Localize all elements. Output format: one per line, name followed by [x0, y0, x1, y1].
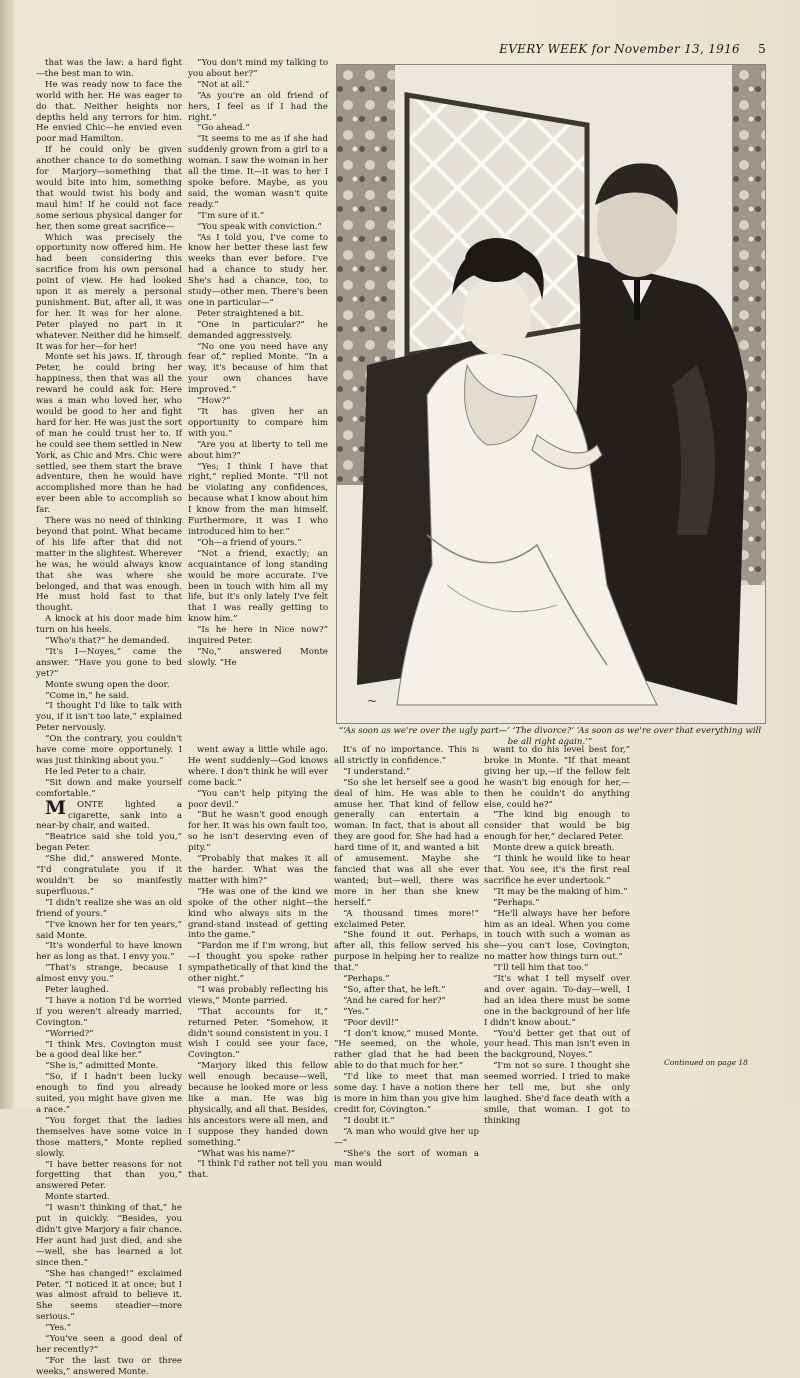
paragraph: “What was his name?” [197, 1148, 296, 1159]
paragraph: “Perhaps.” [493, 897, 540, 908]
paragraph: “You've seen a good deal of her recently?” [36, 1334, 182, 1355]
text-column-1 [36, 58, 182, 1377]
paragraph: “I'm not so sure. I thought she seemed worried. I tried to make her tell me, but she only laughed. She'd face death with a smile, that woman. I got to thinking [484, 1061, 630, 1126]
paragraph: “You don't mind my talking to you about her?” [188, 58, 328, 79]
illustration-drawing [337, 65, 765, 723]
paragraph: that was the law: a hard fight—the best man to win. [36, 58, 182, 79]
paragraph: “As you're an old friend of hers, I feel as if I had the right.” [188, 90, 328, 123]
paragraph: “A man who would give her up—” [334, 1126, 479, 1148]
paragraph: “Sit down and make yourself comfortable.” [36, 777, 182, 799]
paragraph: “I think he would like to hear that. You see, it's the first real sacrifice he ever undertook.” [484, 854, 630, 886]
paragraph: “You'd better get that out of your head. This man isn't even in the background, Noyes.” [484, 1028, 630, 1061]
paragraph: “She did,” answered Monte. “I'd congratulate you if it wouldn't be so manifestly superfluous.” [36, 854, 182, 897]
paragraph: MONTE lighted a cigarette, sank into a near-by chair, and waited. [36, 796, 182, 832]
illustration-caption: “‘As soon as we're over the ugly part—’ ‘The divorce?’ ‘As soon as we're over that everything will be all right again.’” [338, 726, 762, 747]
paragraph: “It's what I tell myself over and over again. To-day—well, I had an idea there must be some one in the background of her life I didn't know about.” [484, 974, 630, 1028]
paragraph: “It has given her an opportunity to compare him with you.” [188, 407, 328, 439]
paragraph: Peter laughed. [45, 985, 109, 996]
paragraph: “That's strange, because I almost envy you.” [36, 963, 182, 985]
paragraph: “Probably that makes it all the harder. What was the matter with him?” [188, 854, 328, 886]
text-column-4 [334, 745, 479, 1170]
paragraph: “So she let herself see a good deal of him. He was able to amuse her. That kind of fellow generally can entertain a woman. In fact, that is about all they are good for. She had had a hard time of it, and wanted a bit of amusement. Maybe she fancied that was all she ever wanted; but—well, there was more in her than she knew herself.” [334, 777, 479, 908]
page-spine-shadow [0, 0, 14, 1109]
paragraph: “Come in,” he said. [45, 690, 130, 701]
page-header [499, 42, 766, 56]
paragraph: “I'll tell him that too.” [493, 963, 589, 974]
paragraph: Monte started. [45, 1192, 110, 1203]
paragraph: “She has changed!” exclaimed Peter. “I noticed it at once; but I was almost afraid to believe it. She seems steadier—more serious.” [36, 1268, 182, 1323]
paragraph: Monte drew a quick breath. [493, 843, 615, 854]
paragraph: “On the contrary, you couldn't have come more opportunely. I was just thinking about you.” [36, 734, 182, 766]
paragraph: “The kind big enough to consider that would be big enough for her,” declared Peter. [484, 810, 630, 843]
paragraph: “Go ahead.” [197, 123, 250, 134]
paragraph: “She is,” admitted Monte. [45, 1061, 159, 1072]
paragraph: “No,” answered Monte slowly. “He [188, 646, 328, 668]
text-column-5 [484, 745, 630, 1126]
text-column-2 [188, 58, 328, 742]
paragraph: “I understand.” [343, 766, 411, 777]
paragraph: “I'd like to meet that man some day. I have a notion there is more in him than you give him credit for, Covington.” [334, 1072, 479, 1115]
paragraph: “I think Mrs. Covington must be a good deal like her.” [36, 1039, 182, 1061]
paragraph: “I have a notion I'd be worried if you weren't already married, Covington.” [36, 995, 182, 1028]
paragraph: “But he wasn't good enough for her. It was his own fault too, so he isn't deserving even of pity.” [188, 810, 328, 854]
story-illustration [336, 64, 766, 724]
paragraph: If he could only be given another chance to do something for Marjory—something that would bite into him, something that would twist his body and maul him! If he could not face some serious physical danger for her, then some great sacrifice— [36, 145, 182, 232]
paragraph: “Yes.” [343, 1006, 370, 1017]
paragraph: “Marjory liked this fellow well enough because—well, because he looked more or less like a man. He was big physically, and all that. Besides, his ancestors were all men, and I suppose they handed down something.” [188, 1061, 328, 1148]
paragraph: He led Peter to a chair. [45, 766, 146, 777]
paragraph: Which was precisely the opportunity now offered him. He had been considering this sacrifice from his own personal point of view. He had looked upon it as merely a personal punishment. But, after all, it was for her. It was for her alone. Peter played no part in it whatever. Neither did he himself. It was for her—for her! [36, 232, 182, 352]
magazine-dateline: EVERY WEEK for November 13, 1916 [499, 42, 740, 56]
paragraph: “I wasn't thinking of that,” he put in quickly. “Besides, you didn't give Marjory a fair chance. Her aunt had just died, and she—well, she has learned a lot since then.” [36, 1203, 182, 1268]
paragraph: “So, if I hadn't been lucky enough to find you already suited, you might have given me a race.” [36, 1072, 182, 1115]
paragraph: “One in particular?” he demanded aggressively. [188, 319, 328, 341]
paragraph: “Beatrice said she told you,” began Peter. [36, 832, 182, 854]
paragraph: “It's wonderful to have known her as long as that. I envy you.” [36, 941, 182, 963]
paragraph: A knock at his door made him turn on his heels. [36, 614, 182, 636]
paragraph: “How?” [197, 396, 231, 407]
paragraph: “You speak with conviction.” [197, 221, 322, 232]
paragraph: “I was probably reflecting his views,” Monte parried. [188, 984, 328, 1006]
paragraph: “Not a friend, exactly; an acquaintance of long standing would be more accurate. I've been in touch with him all my life, but it's only lately I've felt that I was really getting to know him.” [188, 548, 328, 625]
paragraph: “Perhaps.” [343, 974, 390, 985]
paragraph: “That accounts for it,” returned Peter. “Somehow, it didn't sound consistent in you. I wish I could see your face, Covington.” [188, 1006, 328, 1061]
paragraph: “It seems to me as if she had suddenly grown from a girl to a woman. I saw the woman in her all the time. It—it was to her I spoke before. Maybe, as you said, the woman wasn't quite ready.” [188, 134, 328, 210]
paragraph: “She's the sort of woman a man would [334, 1148, 479, 1170]
paragraph: He was ready now to face the world with her. He was eager to do that. Neither heights nor depths held any terrors for him. He envied Chic—he envied even poor mad Hamilton. [36, 79, 182, 145]
paragraph: “Are you at liberty to tell me about him?” [188, 439, 328, 461]
paragraph: “Pardon me if I'm wrong, but—I thought you spoke rather sympathetically of that kind the other night.” [188, 941, 328, 985]
paragraph: “You forget that the ladies themselves have some voice in those matters,” Monte replied slowly. [36, 1115, 182, 1159]
paragraph: “Who's that?” he demanded. [45, 636, 170, 647]
paragraph: Monte swung open the door. [45, 679, 170, 690]
artist-signature: ~ [367, 694, 378, 708]
paragraph: “Oh—a friend of yours.” [197, 537, 302, 548]
paragraph: “Yes; I think I have that right,” replied Monte. “I'll not be violating any confidences, because what I know about him I know from the man himself. Furthermore, it was I who introduced him to her.” [188, 461, 328, 537]
paragraph: “And he cared for her?” [343, 995, 446, 1006]
paragraph: went away a little while ago. He went suddenly—God knows where. I don't think he will ever come back.” [188, 745, 328, 788]
paragraph: “Not at all.” [197, 79, 250, 90]
paragraph: “He'll always have her before him as an ideal. When you come in touch with such a woman as she—you can't lose, Covington, no matter how things turn out.” [484, 908, 630, 963]
paragraph: “As I told you, I've come to know her better these last few weeks than ever before. I've had a chance to study her. She's had a chance, too, to study—other men. There's been one in particular—” [188, 232, 328, 308]
text-column-3 [188, 745, 328, 1181]
paragraph: “I think I'd rather not tell you that. [188, 1159, 328, 1181]
paragraph: “I doubt it.” [343, 1115, 395, 1126]
paragraph: “I'm sure of it.” [197, 210, 265, 221]
paragraph: “He was one of the kind we spoke of the other night—the kind who always sits in the grand-stand instead of getting into the game.” [188, 886, 328, 941]
paragraph: It's of no importance. This is all strictly in confidence.” [334, 745, 479, 766]
paragraph: “A thousand times more!” exclaimed Peter. [334, 908, 479, 930]
paragraph: “I didn't realize she was an old friend of yours.” [36, 897, 182, 919]
paragraph: “Is he here in Nice now?” inquired Peter. [188, 625, 328, 647]
paragraph: “I have better reasons for not forgetting that than you,” answered Peter. [36, 1159, 182, 1192]
paragraph: “For the last two or three weeks,” answered Monte. [36, 1355, 182, 1377]
paragraph: There was no need of thinking beyond that point. What became of his life after that did not matter in the slightest. Wherever he was, he would always know that she was where she belonged, and that was enough. He must hold fast to that thought. [36, 516, 182, 614]
paragraph: “Yes.” [45, 1323, 72, 1334]
paragraph: “Worried?” [45, 1028, 94, 1039]
paragraph: “So, after that, he left.” [343, 984, 446, 995]
paragraph: “She found it out. Perhaps, after all, this fellow served his purpose in helping her to realize that.” [334, 930, 479, 974]
paragraph: want to do his level best for,” broke in Monte. “If that meant giving her up,—if the fellow felt he wasn't big enough for her,—then he couldn't do anything else, could he?” [484, 745, 630, 810]
paragraph: “I thought I'd like to talk with you, if it isn't too late,” explained Peter nervously. [36, 701, 182, 734]
paragraph: “It may be the making of him.” [493, 886, 628, 897]
paragraph: “Poor devil!” [343, 1017, 399, 1028]
paragraph: “I don't know,” mused Monte. “He seemed, on the whole, rather glad that he had been able to do that much for her.” [334, 1028, 479, 1072]
paragraph: “It's I—Noyes,” came the answer. “Have you gone to bed yet?” [36, 646, 182, 679]
paragraph: “No one you need have any fear of,” replied Monte. “In a way, it's because of him that your own chances have improved.” [188, 341, 328, 396]
continued-note: Continued on page 18 [664, 1058, 748, 1067]
paragraph: Peter straightened a bit. [197, 308, 304, 319]
paragraph: Monte set his jaws. If, through Peter, he could bring her happiness, then that was all the reward he could ask for. Here was a man who loved her, who would be good to her and fight hard for her. He was just the sort of man he could trust her to. If he could see them settled in New York, as Chic and Mrs. Chic were settled, see them start the brave adventure, then he would have accomplished more than he had ever been able to accomplish so far. [36, 352, 182, 516]
paragraph: “You can't help pitying the poor devil.” [188, 788, 328, 810]
paragraph: “I've known her for ten years,” said Monte. [36, 919, 182, 941]
page-number: 5 [758, 42, 766, 56]
